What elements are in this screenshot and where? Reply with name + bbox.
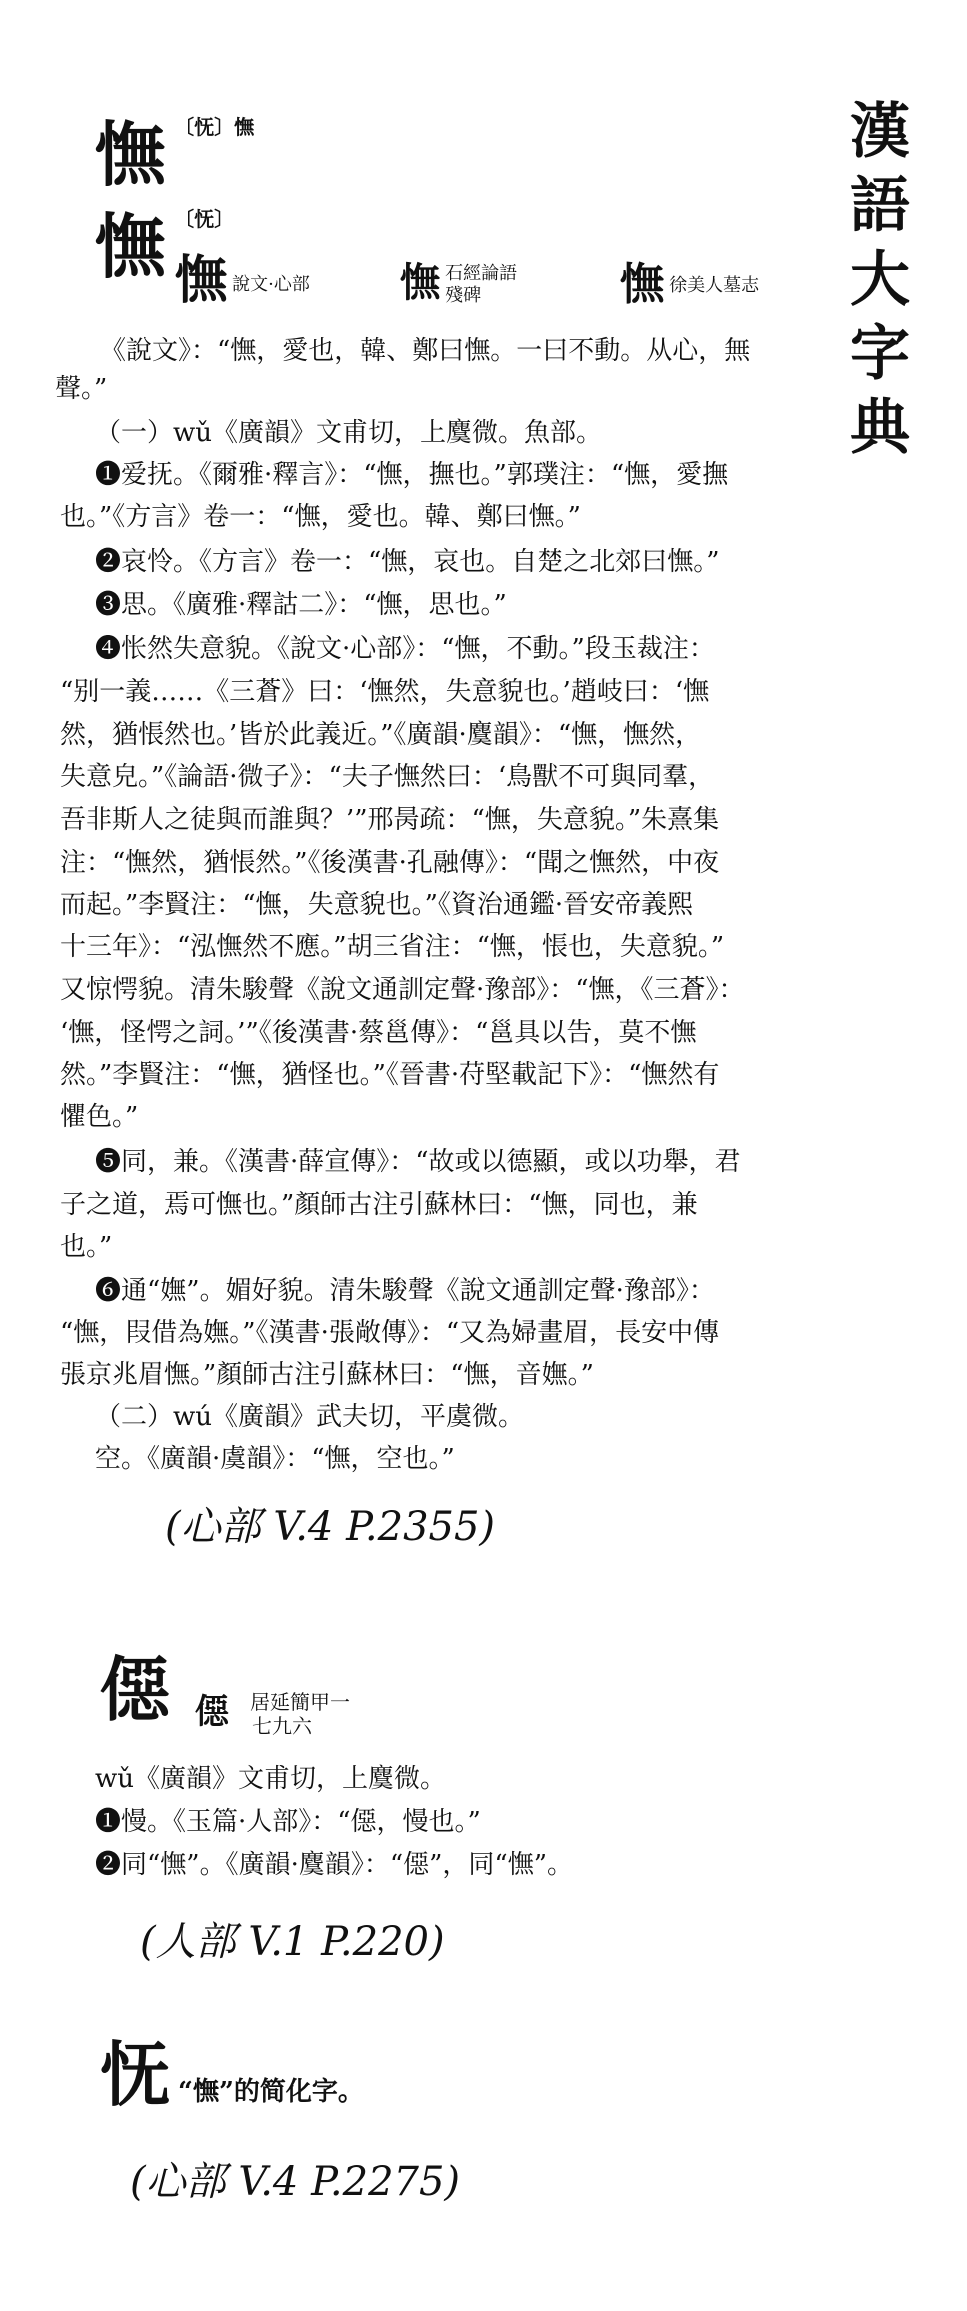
headword-variant-note: 〔怃〕 <box>174 207 235 231</box>
definition-line: 然，猶悵然也。’皆於此義近。”《廣韻·麌韻》：“憮，憮然， <box>60 720 702 750</box>
definition-line: 空。《廣韻·虞韻》：“憮，空也。” <box>95 1444 455 1474</box>
definition-line: 懼色。” <box>60 1102 139 1132</box>
definition-line: 失意皃。”《論語·微子》：“夫子憮然曰：‘鳥獸不可與同羣， <box>60 762 715 792</box>
seal-script-glyph: 憮 <box>175 250 228 311</box>
definition-line: （一）wǔ《廣韻》文甫切，上麌微。魚部。 <box>95 418 603 448</box>
title-char: 大 <box>850 245 910 315</box>
definition-line: 十三年》：“泓憮然不應。”胡三省注：“憮，悵也，失意貌。” <box>60 932 725 962</box>
definition-line: ‘憮，怪愕之詞。’”《後漢書·蔡邕傳》：“邕具以告，莫不憮 <box>60 1018 697 1048</box>
definition-line: ❷哀怜。《方言》卷一：“憮，哀也。自楚之北郊曰憮。” <box>95 547 720 577</box>
form-stone-classic <box>400 259 533 307</box>
headword: 憮 <box>95 113 165 196</box>
definition-line: ❹怅然失意貌。《說文·心部》：“憮，不動。”段玉裁注： <box>95 634 715 664</box>
definition-line: 《說文》：“憮，愛也，韓、鄭曰憮。一曰不動。从心，無 <box>100 336 751 366</box>
form-shuowen <box>175 250 310 311</box>
definition-line: 然。”李賢注：“憮，猶怪也。”《晉書·苻堅載記下》：“憮然有 <box>60 1060 720 1090</box>
entry3-headword: 怃 <box>100 2033 170 2116</box>
definition-line: （二）wú《廣韻》武夫切，平虞微。 <box>95 1402 525 1432</box>
title-char: 字 <box>850 319 910 389</box>
handwritten-reference-note: (人部 V.1 P.220) <box>140 1919 445 1965</box>
definition-line: ❷同“憮”。《廣韻·麌韻》：“僫”，同“憮”。 <box>95 1850 574 1880</box>
definition-line: 也。” <box>60 1232 113 1262</box>
entry2-form <box>195 1692 229 1732</box>
dictionary-title <box>830 95 930 465</box>
definition-line: 而起。”李賢注：“憮，失意貌也。”《資治通鑑·晉安帝義熙 <box>60 890 694 920</box>
bamboo-slip-glyph: 僫 <box>195 1692 229 1732</box>
title-char: 語 <box>850 171 910 241</box>
definition-line: ❶爱抚。《爾雅·釋言》：“憮，撫也。”郭璞注：“憮，愛撫 <box>95 460 729 490</box>
entry2-form-source <box>250 1690 350 1738</box>
title-char: 典 <box>850 393 910 463</box>
definition-line: 子之道，焉可憮也。”顏師古注引蘇林曰：“憮，同也，兼 <box>60 1190 698 1220</box>
definition-line: 也。”《方言》卷一：“憮，愛也。韓、鄭曰憮。” <box>60 502 581 532</box>
title-char: 漢 <box>850 97 910 167</box>
definition-line: “憮，叚借為嫵。”《漢書·張敞傳》：“又為婦畫眉，長安中傳 <box>60 1318 720 1348</box>
definition-line: wǔ《廣韻》文甫切，上麌微。 <box>95 1764 447 1794</box>
headword-variant-note: 〔怃〕憮 <box>174 115 255 139</box>
entry2-headword: 僫 <box>100 1648 170 1731</box>
form-source-label: 石經論語殘碑 <box>445 263 518 306</box>
definition-line: ❻通“嫵”。媚好貌。清朱駿聲《說文通訓定聲·豫部》： <box>95 1276 715 1306</box>
stone-script-glyph: 憮 <box>400 259 440 306</box>
definition-line: 聲。” <box>55 374 108 404</box>
epitaph-script-glyph: 憮 <box>620 259 664 310</box>
form-source-label: 七九六 <box>252 1714 312 1738</box>
definition-line: 又惊愕貌。清朱駿聲《說文通訓定聲·豫部》：“憮，《三蒼》： <box>60 975 745 1005</box>
historical-forms <box>175 250 835 325</box>
definition-line: “别一義……《三蒼》曰：‘憮然，失意貌也。’趙岐曰：‘憮 <box>60 677 710 707</box>
handwritten-reference-note: (心部 V.4 P.2275) <box>130 2159 461 2205</box>
definition-line: ❶慢。《玉篇·人部》：“僫，慢也。” <box>95 1807 481 1837</box>
handwritten-reference-note: (心部 V.4 P.2355) <box>165 1504 496 1550</box>
definition-line: 張京兆眉憮。”顏師古注引蘇林曰：“憮，音嫵。” <box>60 1360 594 1390</box>
form-source-label: 說文·心部 <box>232 274 310 295</box>
definition-line: 吾非斯人之徒與而誰與？’”邢昺疏：“憮，失意貌。”朱熹集 <box>60 805 720 835</box>
definition-line: ❺同，兼。《漢書·薛宣傳》：“故或以德顯，或以功舉，君 <box>95 1147 741 1177</box>
definition-line: ❸思。《廣雅·釋詁二》：“憮，思也。” <box>95 590 507 620</box>
entry1-headword-a <box>95 113 255 196</box>
simplified-note: “憮”的简化字。 <box>178 2077 364 2107</box>
form-source-label: 徐美人墓志 <box>669 275 760 296</box>
definition-line: 注：“憮然，猶悵然。”《後漢書·孔融傳》：“聞之憮然，中夜 <box>60 848 720 878</box>
headword: 憮 <box>95 205 165 288</box>
form-epitaph <box>620 259 760 310</box>
form-source-label: 居延簡甲一 <box>250 1690 350 1714</box>
